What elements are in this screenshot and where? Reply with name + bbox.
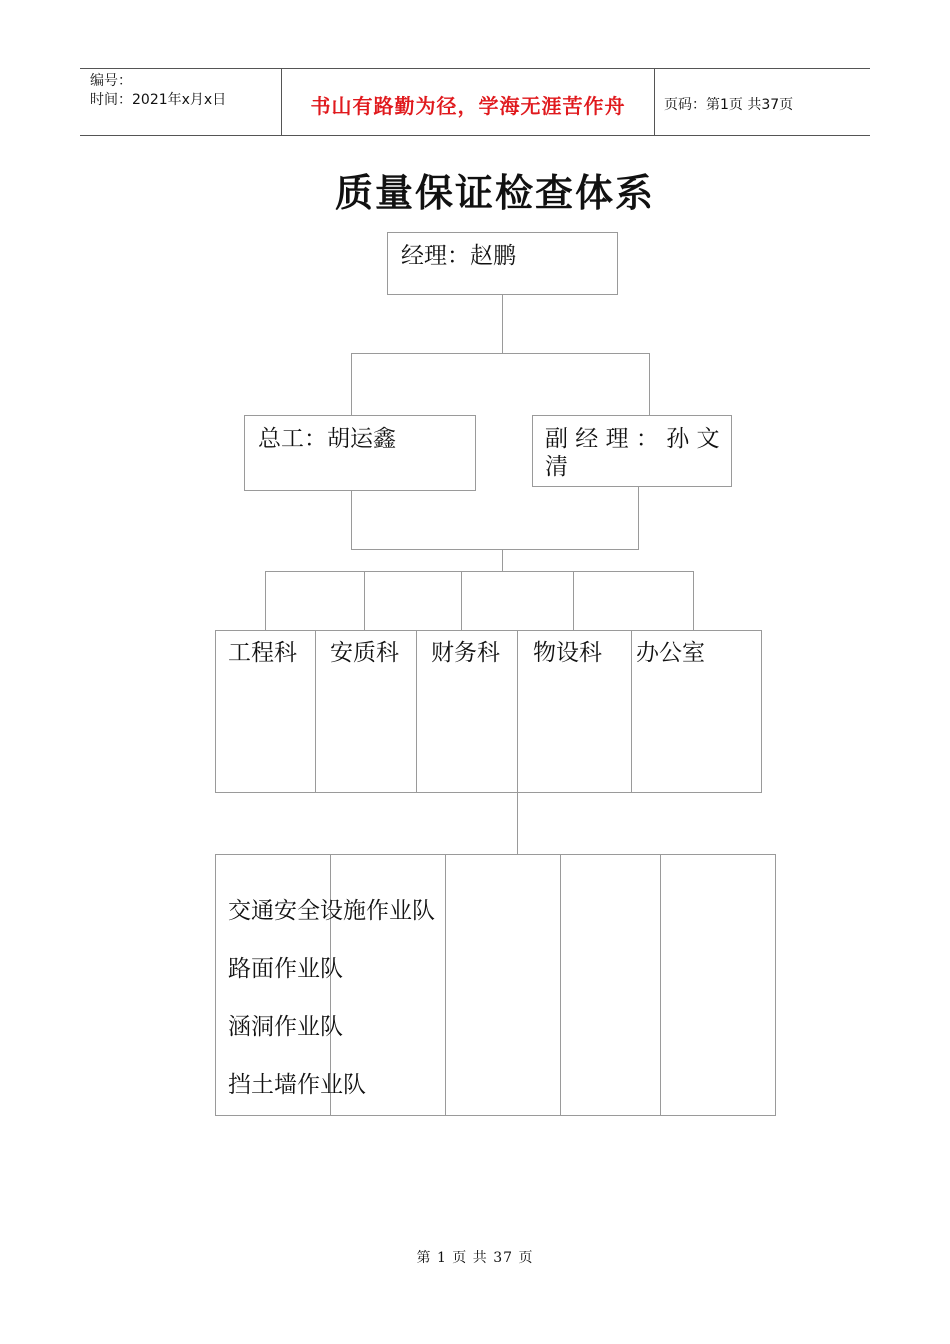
dept-divider-3	[517, 630, 518, 793]
team-culvert: 涵洞作业队	[228, 1014, 343, 1040]
chief-engineer-label: 总工：胡运鑫	[258, 426, 396, 452]
team-pavement: 路面作业队	[228, 956, 343, 982]
dept-divider-4	[631, 630, 632, 793]
department-materials: 物设科	[533, 640, 602, 666]
header-page-info: 页码：第1页 共37页	[664, 97, 794, 113]
header-divider-2	[654, 68, 655, 136]
team-divider-2	[445, 854, 446, 1116]
connector-dept-1	[265, 571, 266, 631]
number-label: 编号：	[90, 73, 132, 89]
connector-departments-bar	[265, 571, 694, 572]
deputy-manager-label-line2: 清	[545, 454, 568, 480]
team-divider-4	[660, 854, 661, 1116]
connector-dept-3	[461, 571, 462, 631]
team-traffic-safety: 交通安全设施作业队	[228, 898, 435, 924]
connector-to-deputy	[649, 353, 650, 415]
dept-divider-1	[315, 630, 316, 793]
connector-manager-down	[502, 295, 503, 353]
connector-chief-down	[351, 491, 352, 549]
connector-deputy-down	[638, 487, 639, 549]
connector-to-teams	[517, 793, 518, 855]
chief-engineer-box	[244, 415, 476, 491]
department-engineering: 工程科	[228, 640, 297, 666]
page-footer: 第 1 页 共 37 页	[416, 1250, 534, 1266]
department-office: 办公室	[636, 640, 705, 666]
dept-divider-2	[416, 630, 417, 793]
team-divider-3	[560, 854, 561, 1116]
connector-level2-bar	[351, 353, 650, 354]
department-safety-quality: 安质科	[330, 640, 399, 666]
connector-dept-2	[364, 571, 365, 631]
header-bottom-rule	[80, 135, 870, 136]
deputy-manager-label-line1: 副 经 理 ： 孙 文	[545, 426, 720, 452]
connector-merge-bar	[351, 549, 639, 550]
manager-label: 经理：赵鹏	[401, 243, 516, 269]
team-retaining-wall: 挡土墙作业队	[228, 1072, 366, 1098]
deputy-manager-box	[532, 415, 732, 487]
header-motto: 书山有路勤为径，学海无涯苦作舟	[310, 94, 626, 118]
connector-to-chief	[351, 353, 352, 415]
time-label: 时间：2021年x月x日	[90, 92, 227, 108]
connector-dept-5	[693, 571, 694, 631]
connector-dept-4	[573, 571, 574, 631]
manager-box	[387, 232, 618, 295]
department-finance: 财务科	[431, 640, 500, 666]
header-top-rule	[80, 68, 870, 69]
header-meta	[90, 72, 226, 110]
page-title: 质量保证检查体系	[334, 170, 655, 215]
connector-merge-down	[502, 549, 503, 571]
